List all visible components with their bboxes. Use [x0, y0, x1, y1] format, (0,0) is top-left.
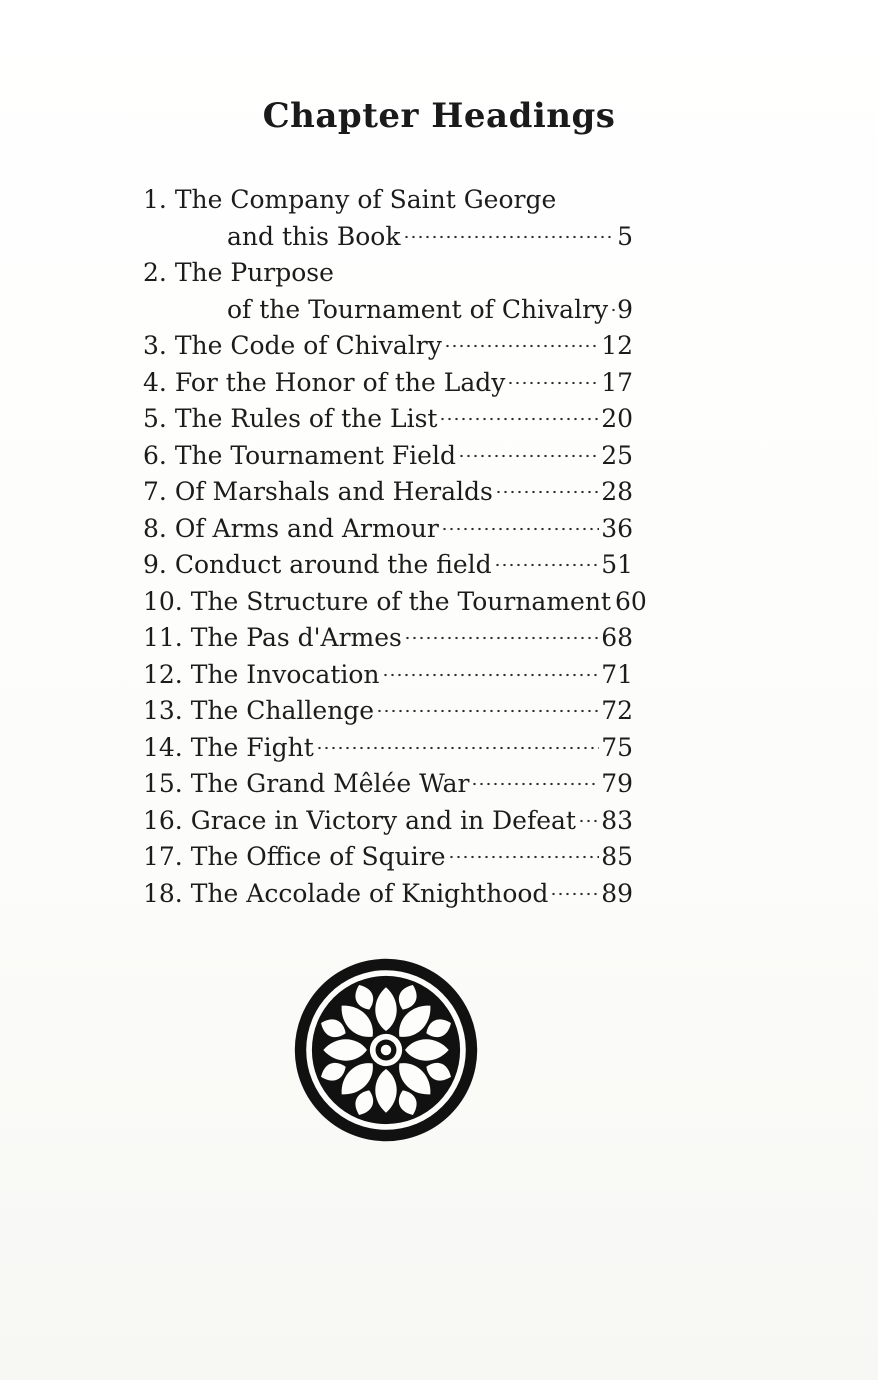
chapter-title: The Structure of the Tournament	[190, 586, 611, 616]
page-number: 20	[601, 404, 633, 433]
chapter-title: The Accolade of Knighthood	[190, 878, 549, 908]
dot-leader	[316, 745, 599, 751]
page-number: 60	[614, 586, 647, 616]
chapter-title: The Purpose	[174, 258, 334, 287]
chapter-title: For the Honor of the Lady	[174, 367, 506, 397]
chapter-title: The Rules of the List	[174, 404, 438, 433]
toc-entry	[143, 803, 633, 840]
page-number: 12	[601, 331, 633, 360]
toc-entry	[143, 657, 633, 694]
dot-leader	[458, 453, 599, 459]
chapter-title: The Pas d'Armes	[190, 623, 402, 652]
chapter-number: 14.	[143, 732, 183, 762]
chapter-number: 2.	[143, 258, 167, 287]
toc-entry	[143, 876, 633, 913]
page-number: 83	[601, 805, 633, 835]
dot-leader	[439, 416, 599, 422]
page-number: 79	[601, 769, 633, 798]
dot-leader	[471, 781, 599, 787]
page-number: 51	[601, 550, 633, 579]
toc-entry	[143, 511, 633, 548]
toc-entry	[143, 584, 647, 621]
toc-entry	[143, 365, 633, 402]
chapter-title: The Tournament Field	[174, 440, 456, 470]
chapter-number: 6.	[143, 440, 167, 470]
dot-leader	[494, 562, 600, 568]
dot-leader	[403, 234, 616, 240]
toc-entry	[143, 730, 633, 767]
chapter-number: 12.	[143, 659, 183, 689]
page-title: Chapter Headings	[262, 96, 616, 136]
toc-entry	[143, 328, 633, 365]
chapter-number: 4.	[143, 367, 167, 397]
chapter-number: 10.	[143, 586, 183, 616]
dot-leader	[550, 891, 599, 897]
toc-entry	[143, 474, 633, 511]
chapter-number: 8.	[143, 513, 167, 543]
chapter-title: The Company of Saint George	[174, 185, 557, 214]
dot-leader	[578, 818, 599, 824]
chapter-number: 15.	[143, 769, 183, 798]
dot-leader	[382, 672, 600, 678]
chapter-number: 17.	[143, 842, 183, 871]
toc-entry	[143, 547, 633, 584]
chapter-title: The Grand Mêlée War	[190, 769, 470, 798]
chapter-title: The Challenge	[190, 696, 375, 725]
page-number: 28	[601, 477, 633, 506]
page-number: 36	[601, 513, 633, 543]
page-number: 68	[601, 623, 633, 652]
chapter-number: 9.	[143, 550, 167, 579]
dot-leader	[376, 708, 599, 714]
chapter-title-continuation: and this Book	[227, 221, 401, 251]
page-number: 25	[601, 440, 633, 470]
toc-entry	[143, 766, 633, 803]
page-number: 17	[601, 367, 633, 397]
rose-window-icon	[291, 955, 481, 1145]
chapter-number: 13.	[143, 696, 183, 725]
dot-leader	[507, 380, 599, 386]
chapter-number: 5.	[143, 404, 167, 433]
chapter-title: The Fight	[190, 732, 314, 762]
chapter-title: The Invocation	[190, 659, 380, 689]
dot-leader	[495, 489, 599, 495]
toc-entry	[143, 693, 633, 730]
chapter-number: 7.	[143, 477, 167, 506]
dot-leader	[610, 307, 615, 313]
dot-leader	[404, 635, 599, 641]
chapter-number: 3.	[143, 331, 167, 360]
chapter-number: 1.	[143, 185, 167, 214]
chapter-number: 11.	[143, 623, 183, 652]
toc-entry	[143, 182, 633, 255]
chapter-title: Grace in Victory and in Defeat	[190, 805, 576, 835]
chapter-number: 16.	[143, 805, 183, 835]
page-number: 72	[601, 696, 633, 725]
dot-leader	[444, 343, 599, 349]
toc-entry	[143, 620, 633, 657]
toc-entry	[143, 438, 633, 475]
toc-entry	[143, 255, 633, 328]
chapter-number: 18.	[143, 878, 183, 908]
page-number: 9	[617, 294, 633, 324]
page-number: 89	[601, 878, 633, 908]
page-number: 85	[601, 842, 633, 871]
page-number: 75	[601, 732, 633, 762]
chapter-title-continuation: of the Tournament of Chivalry	[227, 294, 609, 324]
chapter-title: Of Arms and Armour	[174, 513, 439, 543]
toc-entry	[143, 839, 633, 876]
dot-leader	[448, 854, 600, 860]
toc-entry	[143, 401, 633, 438]
chapter-title: Conduct around the field	[174, 550, 492, 579]
page-number: 5	[617, 221, 633, 251]
page-number: 71	[601, 659, 633, 689]
chapter-title: The Office of Squire	[190, 842, 446, 871]
dot-leader	[441, 526, 599, 532]
chapter-title: The Code of Chivalry	[174, 331, 442, 360]
chapter-title: Of Marshals and Heralds	[174, 477, 493, 506]
table-of-contents	[143, 182, 647, 912]
